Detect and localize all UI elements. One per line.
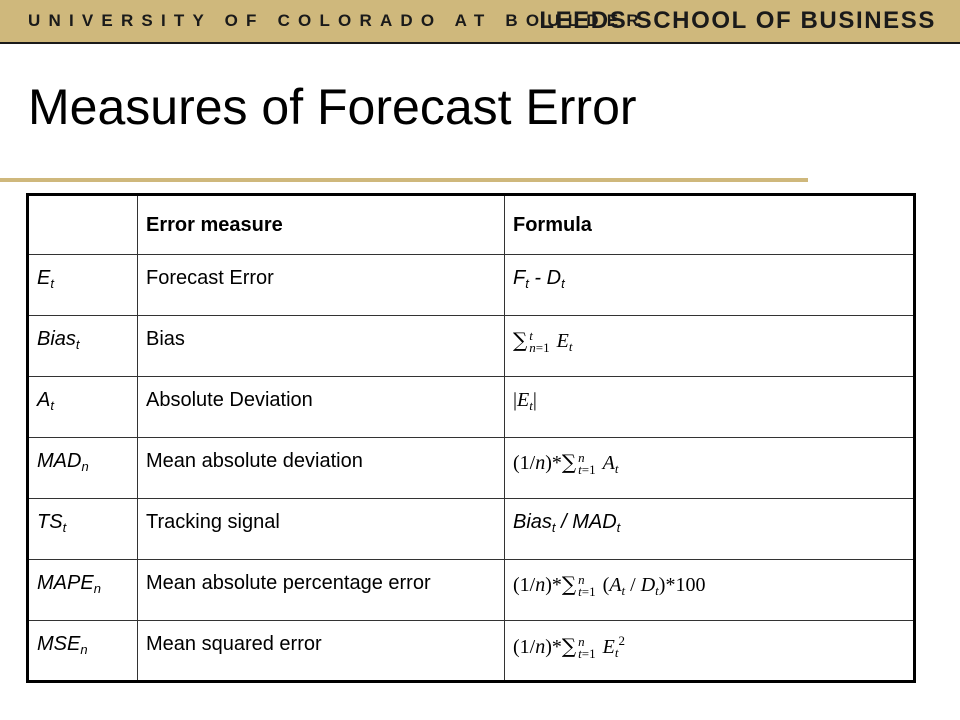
symbol-cell: $A_t$	[28, 377, 138, 438]
header-cell-formula: Formula	[505, 195, 915, 255]
measure-cell: Tracking signal	[138, 499, 505, 560]
school-name: LEEDS SCHOOL OF BUSINESS	[539, 7, 936, 34]
measure-cell: Forecast Error	[138, 255, 505, 316]
table-row	[28, 316, 915, 377]
university-name: UNIVERSITY OF COLORADO AT BOULDER	[28, 11, 647, 30]
header-cell-measure: Error measure	[138, 195, 505, 255]
measure-cell: Bias	[138, 316, 505, 377]
symbol-cell: $MAPE_n$	[28, 560, 138, 621]
symbol-cell: $MAD_n$	[28, 438, 138, 499]
table-row	[28, 377, 915, 438]
symbol-cell: $E_t$	[28, 255, 138, 316]
measure-cell: Mean absolute deviation	[138, 438, 505, 499]
formula-cell: (1/n)*∑ n t=1 $(A_t / D_t)*100$	[505, 560, 915, 621]
formula-cell: (1/n)*∑ n t=1 $E_t^2$	[505, 621, 915, 682]
formula-cell: $|E_t|$	[505, 377, 915, 438]
measure-cell: Mean squared error	[138, 621, 505, 682]
measure-cell: Absolute Deviation	[138, 377, 505, 438]
table-row	[28, 438, 915, 499]
title-divider	[0, 178, 808, 182]
table-row	[28, 499, 915, 560]
symbol-cell: $TS_t$	[28, 499, 138, 560]
table-row	[28, 621, 915, 682]
formula-cell: ∑ t n=1 $E_t$	[505, 316, 915, 377]
table-row	[28, 560, 915, 621]
forecast-error-table	[26, 193, 916, 683]
header-cell-symbol	[28, 195, 138, 255]
table-header-row	[28, 195, 915, 255]
table-row	[28, 255, 915, 316]
symbol-cell: Bias$_t$	[28, 316, 138, 377]
header-banner	[0, 0, 960, 44]
measure-cell: Mean absolute percentage error	[138, 560, 505, 621]
formula-cell: $F_t - D_t$	[505, 255, 915, 316]
formula-cell: Bias$_t$ / $MAD_t$	[505, 499, 915, 560]
symbol-cell: $MSE_n$	[28, 621, 138, 682]
formula-cell: (1/n)*∑ n t=1 $A_t$	[505, 438, 915, 499]
page-title: Measures of Forecast Error	[28, 79, 637, 135]
